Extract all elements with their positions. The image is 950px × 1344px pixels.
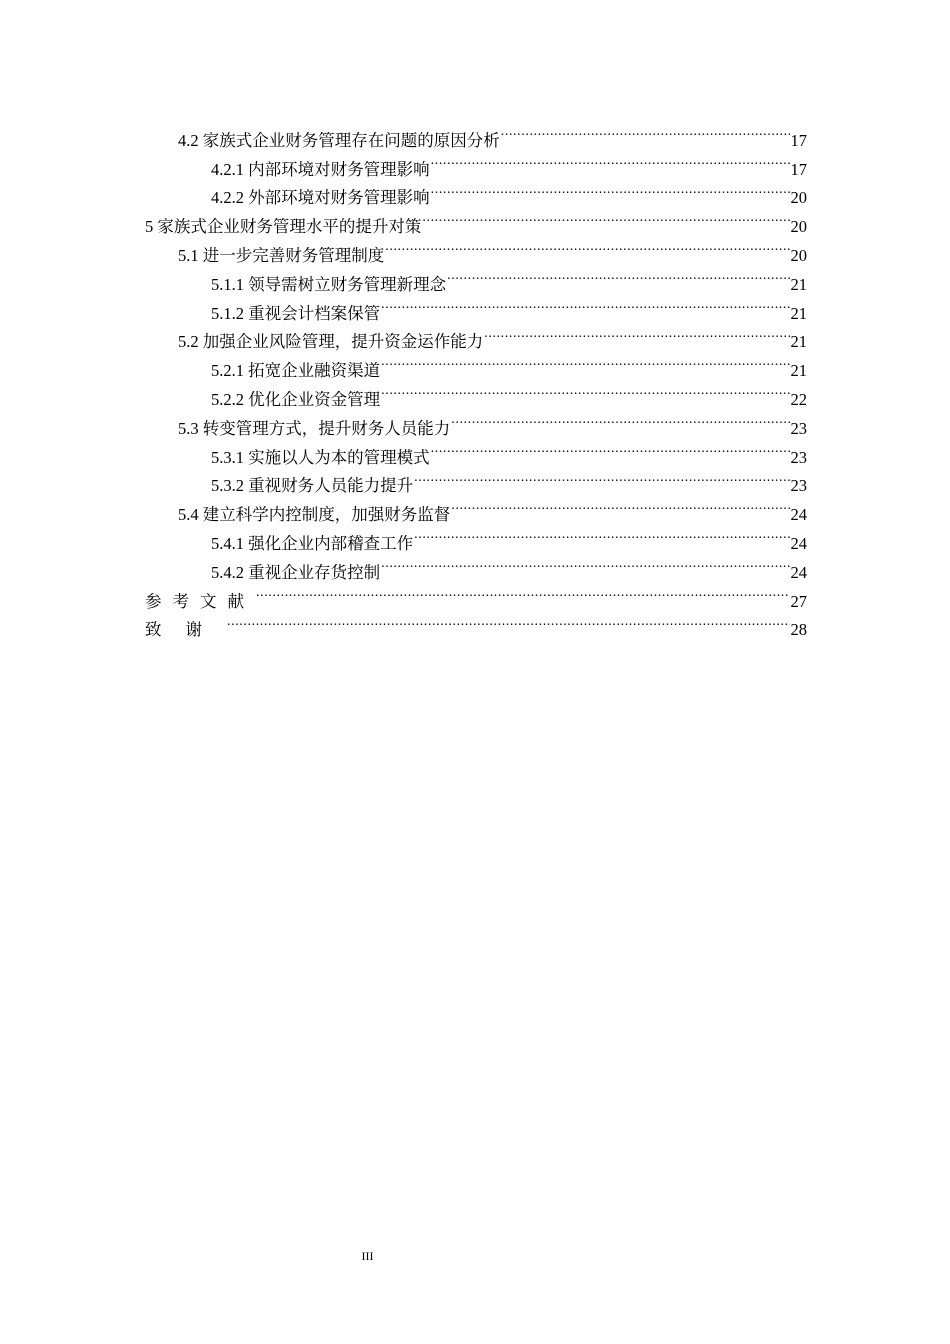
toc-entry-page: 17 (790, 159, 807, 179)
toc-entry-title: 5.4.1 强化企业内部稽查工作 (211, 533, 414, 553)
toc-dot-leader (381, 347, 789, 376)
page-number: III (361, 1249, 374, 1263)
toc-entry-title: 5 家族式企业财务管理水平的提升对策 (145, 217, 422, 237)
toc-dot-leader (451, 491, 789, 520)
toc-dot-leader (447, 261, 789, 290)
toc-entry-title: 5.2 加强企业风险管理，提升资金运作能力 (178, 332, 484, 352)
toc-dot-leader (431, 434, 790, 463)
toc-entry-title: 5.1.1 领导需树立财务管理新理念 (211, 274, 447, 294)
toc-dot-leader (451, 405, 789, 434)
toc-entry-title: 5.4.2 重视企业存货控制 (211, 562, 381, 582)
toc-entry-page: 28 (790, 620, 807, 640)
toc-entry-title: 4.2.2 外部环境对财务管理影响 (211, 188, 430, 208)
toc-entry-title: 5.4 建立科学内控制度，加强财务监督 (178, 505, 451, 525)
toc-dot-leader (414, 463, 789, 492)
toc-entry-title: 5.3 转变管理方式，提升财务人员能力 (178, 418, 451, 438)
toc-entry-page: 24 (790, 533, 807, 553)
toc-entry-title: 致谢 (145, 620, 226, 640)
toc-entry-title: 5.2.1 拓宽企业融资渠道 (211, 361, 381, 381)
toc-dot-leader (381, 376, 789, 405)
table-of-contents (145, 117, 807, 640)
toc-entry[interactable] (145, 117, 807, 150)
toc-entry-acknowledgements[interactable] (145, 607, 807, 640)
toc-dot-leader (381, 549, 789, 578)
toc-dot-leader (381, 290, 789, 319)
toc-entry-page: 21 (790, 274, 807, 294)
toc-entry-title: 5.3.1 实施以人为本的管理模式 (211, 447, 430, 467)
toc-entry-title: 5.3.2 重视财务人员能力提升 (211, 476, 414, 496)
toc-dot-leader (414, 520, 789, 549)
toc-dot-leader (431, 175, 790, 204)
toc-entry-page: 20 (790, 217, 807, 237)
toc-entry-page: 17 (790, 130, 807, 150)
toc-entry-page: 21 (790, 303, 807, 323)
toc-entry-page: 23 (790, 418, 807, 438)
toc-dot-leader (484, 319, 789, 348)
toc-entry-title: 5.1.2 重视会计档案保管 (211, 303, 381, 323)
toc-dot-leader (256, 578, 790, 607)
toc-entry-page: 20 (790, 245, 807, 265)
toc-entry-page: 23 (790, 447, 807, 467)
toc-entry-title: 参考文献 (145, 591, 255, 611)
toc-entry-title: 5.2.2 优化企业资金管理 (211, 389, 381, 409)
toc-entry-page: 21 (790, 361, 807, 381)
toc-dot-leader (227, 607, 790, 636)
toc-entry-page: 20 (790, 188, 807, 208)
toc-entry-page: 27 (790, 591, 807, 611)
toc-entry-title: 4.2.1 内部环境对财务管理影响 (211, 159, 430, 179)
toc-dot-leader (431, 146, 790, 175)
toc-dot-leader (385, 232, 789, 261)
toc-entry-page: 21 (790, 332, 807, 352)
toc-entry-title: 4.2 家族式企业财务管理存在问题的原因分析 (178, 130, 500, 150)
toc-entry-page: 23 (790, 476, 807, 496)
toc-entry-page: 22 (790, 389, 807, 409)
toc-dot-leader (501, 117, 790, 146)
toc-entry-page: 24 (790, 505, 807, 525)
toc-entry-page: 24 (790, 562, 807, 582)
toc-entry-title: 5.1 进一步完善财务管理制度 (178, 245, 385, 265)
toc-dot-leader (422, 203, 789, 232)
